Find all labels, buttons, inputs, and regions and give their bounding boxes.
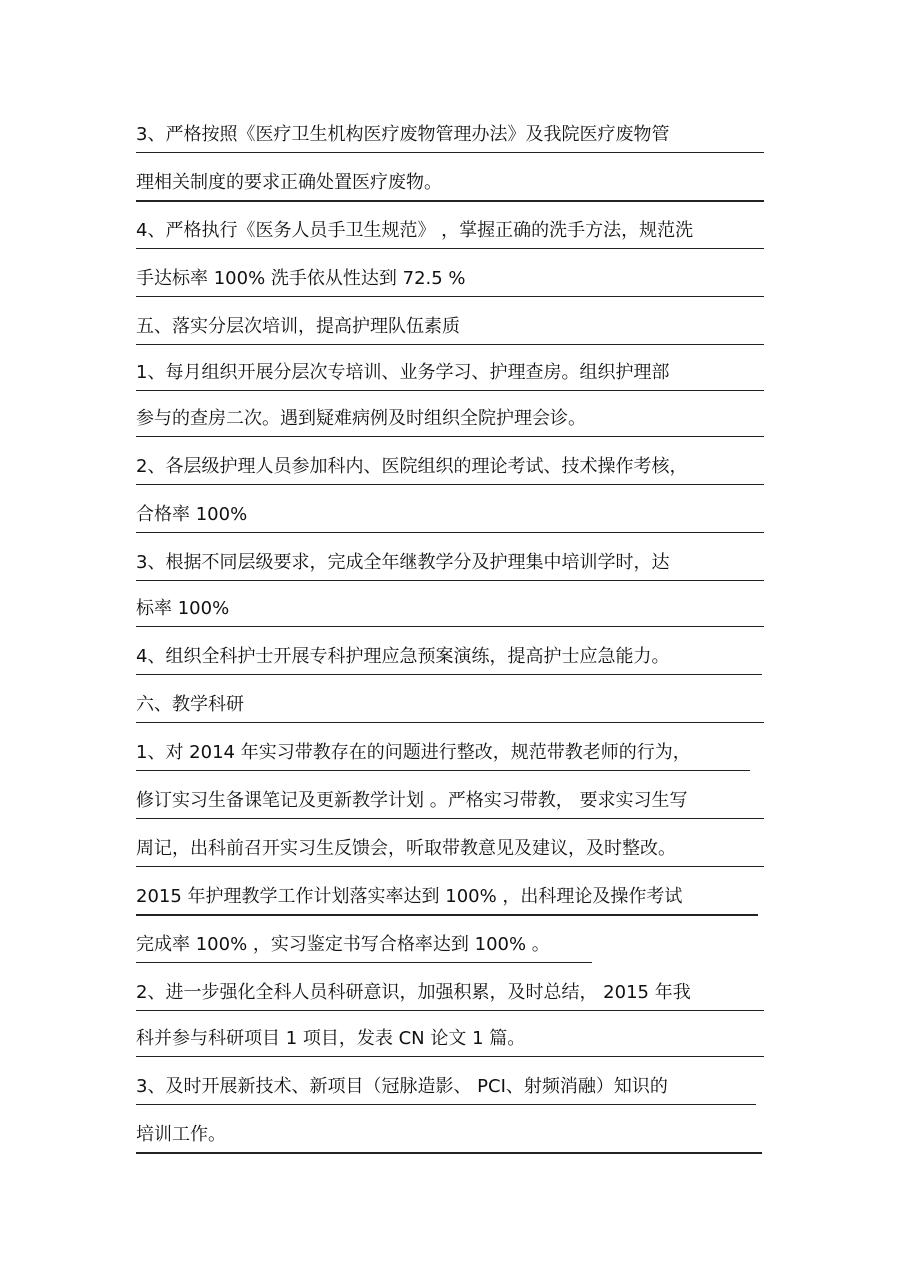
underline: [136, 914, 758, 916]
underline: [136, 152, 764, 153]
text-line: 手达标率 100% 洗手依从性达到 72.5 %: [136, 266, 466, 292]
underline: [136, 390, 764, 391]
text-line: 4、严格执行《医务人员手卫生规范》 ，掌握正确的洗手方法，规范洗: [136, 218, 693, 244]
text-line: 2、各层级护理人员参加科内、医院组织的理论考试、技术操作考核，: [136, 454, 687, 480]
text-line: 2、进一步强化全科人员科研意识，加强积累，及时总结， 2015 年我: [136, 980, 691, 1006]
underline: [136, 1152, 762, 1154]
text-line: 合格率 100%: [136, 502, 247, 528]
underline: [136, 200, 764, 202]
underline: [136, 962, 592, 963]
underline: [136, 770, 750, 771]
underline: [136, 1010, 764, 1011]
underline: [136, 1056, 764, 1057]
underline: [136, 1104, 756, 1105]
text-line: 3、严格按照《医疗卫生机构医疗废物管理办法》及我院医疗废物管: [136, 122, 669, 148]
underline: [136, 436, 764, 437]
underline: [136, 818, 764, 819]
underline: [136, 722, 764, 723]
underline: [136, 532, 764, 533]
text-line: 科并参与科研项目 1 项目，发表 CN 论文 1 篇。: [136, 1026, 525, 1052]
text-line: 1、对 2014 年实习带教存在的问题进行整改，规范带教老师的行为，: [136, 740, 691, 766]
underline: [136, 484, 764, 485]
text-line: 1、每月组织开展分层次专培训、业务学习、护理查房。组织护理部: [136, 360, 669, 386]
underline: [136, 580, 764, 581]
underline: [136, 248, 764, 249]
section-heading: 六、教学科研: [136, 692, 244, 718]
underline: [136, 296, 764, 297]
text-line: 2015 年护理教学工作计划落实率达到 100% ，出科理论及操作考试: [136, 884, 682, 910]
text-line: 参与的查房二次。遇到疑难病例及时组织全院护理会诊。: [136, 406, 586, 432]
text-line: 培训工作。: [136, 1122, 226, 1148]
text-line: 标率 100%: [136, 596, 229, 622]
underline: [136, 626, 764, 627]
underline: [136, 866, 764, 867]
text-line: 周记，出科前召开实习生反馈会，听取带教意见及建议，及时整改。: [136, 836, 676, 862]
text-line: 3、及时开展新技术、新项目（冠脉造影、 PCI、射频消融）知识的: [136, 1074, 668, 1100]
underline: [136, 344, 764, 345]
text-line: 完成率 100% ，实习鉴定书写合格率达到 100% 。: [136, 932, 550, 958]
text-line: 理相关制度的要求正确处置医疗废物。: [136, 170, 442, 196]
text-line: 3、根据不同层级要求，完成全年继教学分及护理集中培训学时，达: [136, 550, 669, 576]
section-heading: 五、落实分层次培训，提高护理队伍素质: [136, 314, 460, 340]
underline: [136, 674, 762, 675]
text-line: 4、组织全科护士开展专科护理应急预案演练，提高护士应急能力。: [136, 644, 669, 670]
text-line: 修订实习生备课笔记及更新教学计划 。严格实习带教， 要求实习生写: [136, 788, 687, 814]
